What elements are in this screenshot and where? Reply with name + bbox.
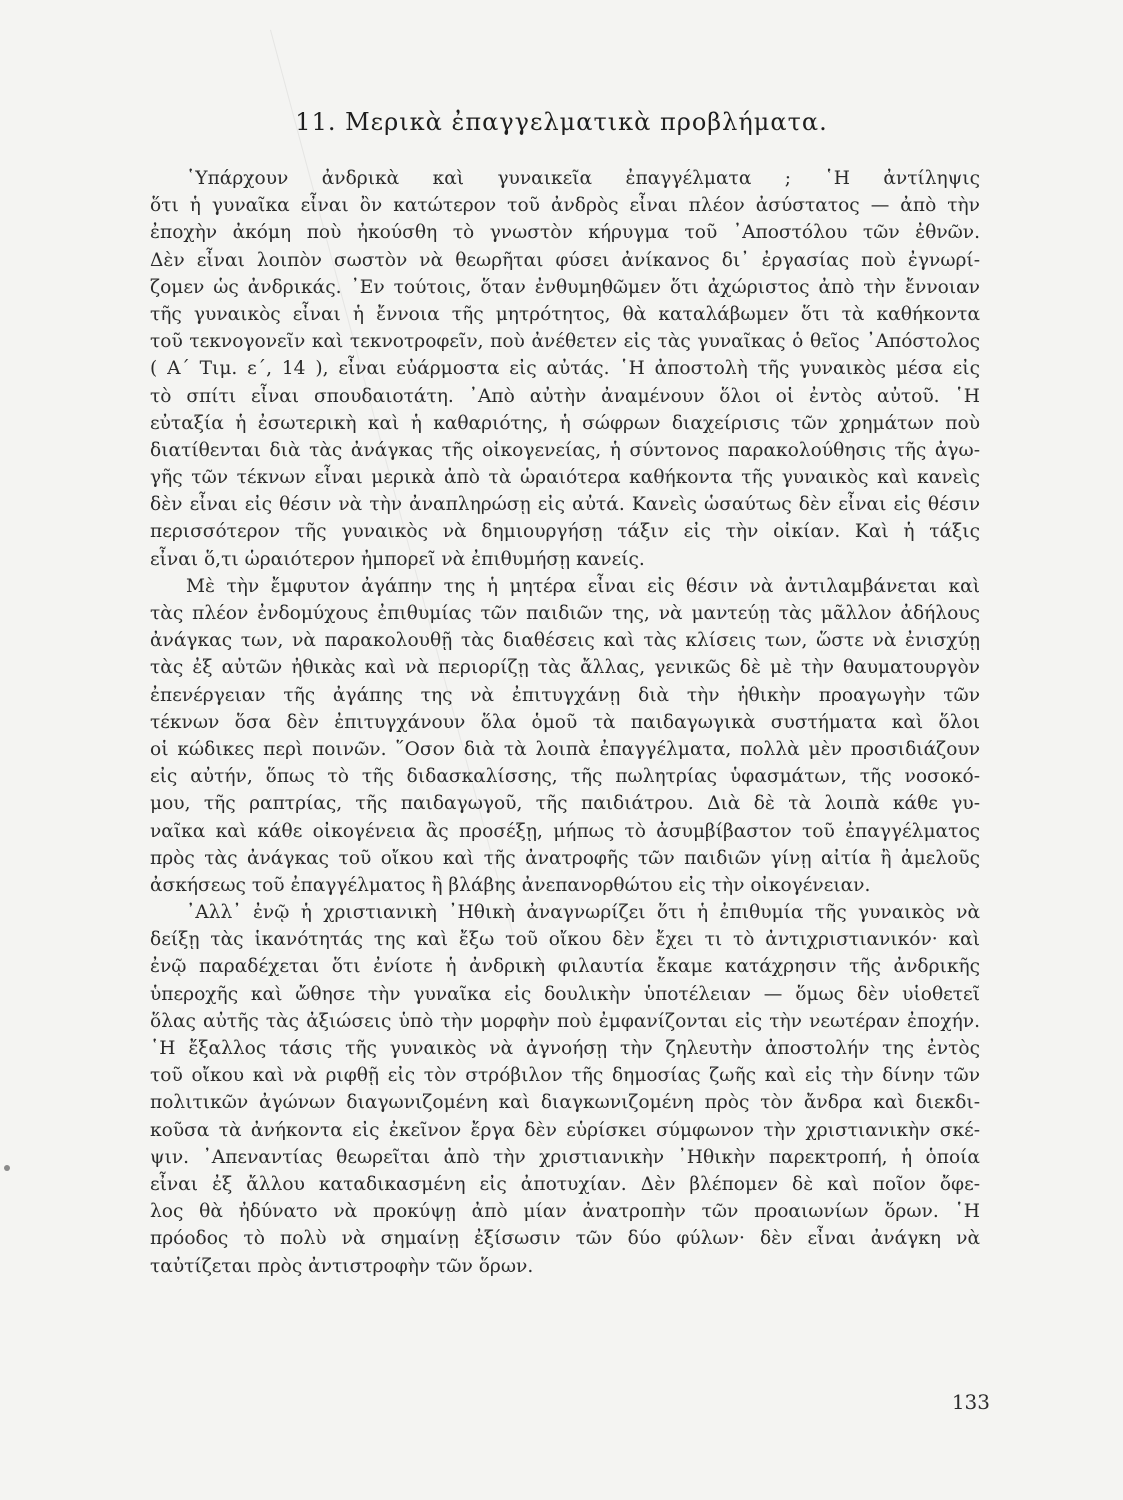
text-line: τοῦ τεκνογονεῖν καὶ τεκνοτροφεῖν, ποὺ ἀνέθετεν εἰς τὰς γυναῖκας ὁ θεῖος ᾿Απόστολος	[150, 331, 980, 353]
text-line: διατίθενται διὰ τὰς ἀνάγκας τῆς οἰκογενείας, ἡ σύντονος παρακολούθησις τῆς ἀγω-	[150, 439, 980, 461]
text-line: Δὲν εἶναι λοιπὸν σωστὸν νὰ θεωρῆται φύσει ἀνίκανος δι᾿ ἐργασίας ποὺ ἐγνωρί-	[150, 249, 980, 271]
text-line: τὸ σπίτι εἶναι σπουδαιοτάτη. ᾿Απὸ αὐτὴν ἀναμένουν ὅλοι οἱ ἐντὸς αὐτοῦ. ῾Η	[150, 385, 980, 407]
text-line: ψιν. ᾿Απεναντίας θεωρεῖται ἀπὸ τὴν χριστιανικὴν ᾿Ηθικὴν παρεκτροπή, ἡ ὁποία	[150, 1146, 980, 1168]
text-line: ῾Η ἔξαλλος τάσις τῆς γυναικὸς νὰ ἀγνοήσῃ τὴν ζηλευτὴν ἀποστολήν της ἐντὸς	[150, 1038, 980, 1059]
text-line: Μὲ τὴν ἔμφυτον ἀγάπην της ἡ μητέρα εἶναι εἰς θέσιν νὰ ἀντιλαμβάνεται καὶ	[186, 575, 980, 597]
text-line: δείξῃ τὰς ἱκανότητάς της καὶ ἔξω τοῦ οἴκου δὲν ἔχει τι τὸ ἀντιχριστιανικόν· καὶ	[150, 929, 980, 951]
text-line: ( Α´ Τιμ. ε´, 14 ), εἶναι εὐάρμοστα εἰς αὐτάς. ῾Η ἀποστολὴ τῆς γυναικὸς μέσα εἰς	[150, 358, 980, 380]
text-line: γῆς τῶν τέκνων εἶναι μερικὰ ἀπὸ τὰ ὡραιότερα καθήκοντα τῆς γυναικὸς καὶ κανεὶς	[150, 467, 980, 489]
text-line: πολιτικῶν ἀγώνων διαγωνιζομένη καὶ διαγκωνιζομένη πρὸς τὸν ἄνδρα καὶ διεκδι-	[150, 1092, 980, 1114]
text-line: ὑπεροχῆς καὶ ὤθησε τὴν γυναῖκα εἰς δουλικὴν ὑποτέλειαν — ὅμως δὲν υἱοθετεῖ	[150, 983, 980, 1005]
text-line: εἶναι ἐξ ἄλλου καταδικασμένη εἰς ἀποτυχίαν. Δὲν βλέπομεν δὲ καὶ ποῖον ὄφε-	[150, 1173, 980, 1195]
text-line: ᾿Αλλ᾿ ἐνῷ ἡ χριστιανικὴ ᾿Ηθικὴ ἀναγνωρίζει ὅτι ἡ ἐπιθυμία τῆς γυναικὸς νὰ	[186, 902, 980, 924]
margin-mark	[4, 1165, 10, 1171]
text-line: ναῖκα καὶ κάθε οἰκογένεια ἂς προσέξῃ, μήπως τὸ ἀσυμβίβαστον τοῦ ἐπαγγέλματος	[150, 820, 980, 842]
text-line: οἱ κώδικες περὶ ποινῶν. ῞Οσον διὰ τὰ λοιπὰ ἐπαγγέλματα, πολλὰ μὲν προσιδιάζουν	[150, 738, 980, 760]
text-line: εἰς αὐτήν, ὅπως τὸ τῆς διδασκαλίσσης, τῆς πωλητρίας ὑφασμάτων, τῆς νοσοκό-	[150, 766, 980, 788]
text-line: ἀσκήσεως τοῦ ἐπαγγέλματος ἢ βλάβης ἀνεπανορθώτου εἰς τὴν οἰκογένειαν.	[150, 874, 871, 896]
section-title: 11. Μερικὰ ἐπαγγελματικὰ προβλήματα.	[295, 108, 828, 136]
text-line: ῾Υπάρχουν ἀνδρικὰ καὶ γυναικεῖα ἐπαγγέλματα ; ῾Η ἀντίληψις	[186, 168, 980, 189]
text-line: εἶναι ὅ,τι ὡραιότερον ἠμπορεῖ νὰ ἐπιθυμήσῃ κανείς.	[150, 548, 645, 570]
text-line: ἐπενέργειαν τῆς ἀγάπης της νὰ ἐπιτυγχάνῃ διὰ τὴν ἠθικὴν προαγωγὴν τῶν	[150, 684, 980, 706]
text-line: τέκνων ὅσα δὲν ἐπιτυγχάνουν ὅλα ὁμοῦ τὰ παιδαγωγικὰ συστήματα καὶ ὅλοι	[150, 711, 980, 733]
text-line: ἀνάγκας των, νὰ παρακολουθῇ τὰς διαθέσεις καὶ τὰς κλίσεις των, ὥστε νὰ ἐνισχύῃ	[150, 630, 980, 652]
text-line: πρὸς τὰς ἀνάγκας τοῦ οἴκου καὶ τῆς ἀνατροφῆς τῶν παιδιῶν γίνῃ αἰτία ἢ ἀμελοῦς	[150, 847, 980, 869]
text-line: τὰς πλέον ἐνδομύχους ἐπιθυμίας τῶν παιδιῶν της, νὰ μαντεύῃ τὰς μᾶλλον ἀδήλους	[150, 603, 980, 624]
text-line: περισσότερον τῆς γυναικὸς νὰ δημιουργήσῃ τάξιν εἰς τὴν οἰκίαν. Καὶ ἡ τάξις	[150, 521, 980, 543]
text-line: πρόοδος τὸ πολὺ νὰ σημαίνῃ ἐξίσωσιν τῶν δύο φύλων· δὲν εἶναι ἀνάγκη νὰ	[150, 1228, 980, 1250]
text-line: ὅλας αὐτῆς τὰς ἀξιώσεις ὑπὸ τὴν μορφὴν ποὺ ἐμφανίζονται εἰς τὴν νεωτέραν ἐποχήν.	[150, 1010, 980, 1032]
text-line: τοῦ οἴκου καὶ νὰ ριφθῇ εἰς τὸν στρόβιλον τῆς δημοσίας ζωῆς καὶ εἰς τὴν δίνην τῶν	[150, 1065, 980, 1087]
body-text	[150, 165, 980, 1280]
text-line: λος θὰ ἠδύνατο νὰ προκύψῃ ἀπὸ μίαν ἀνατροπὴν τῶν προαιωνίων ὅρων. ῾Η	[150, 1201, 980, 1223]
text-line: δὲν εἶναι εἰς θέσιν νὰ τὴν ἀναπληρώσῃ εἰς αὐτά. Κανεὶς ὡσαύτως δὲν εἶναι εἰς θέσιν	[150, 494, 980, 516]
text-line: τὰς ἐξ αὐτῶν ἠθικὰς καὶ νὰ περιορίζῃ τὰς ἄλλας, γενικῶς δὲ μὲ τὴν θαυματουργὸν	[150, 657, 980, 679]
text-line: ταὐτίζεται πρὸς ἀντιστροφὴν τῶν ὅρων.	[150, 1255, 534, 1277]
text-line: ἐποχὴν ἀκόμη ποὺ ἠκούσθη τὸ γνωστὸν κήρυγμα τοῦ ᾿Αποστόλου τῶν ἐθνῶν.	[150, 222, 980, 244]
text-line: τῆς γυναικὸς εἶναι ἡ ἔννοια τῆς μητρότητος, θὰ καταλάβωμεν ὅτι τὰ καθήκοντα	[150, 303, 980, 325]
text-line: ἐνῷ παραδέχεται ὅτι ἐνίοτε ἡ ἀνδρικὴ φιλαυτία ἔκαμε κατάχρησιν τῆς ἀνδρικῆς	[150, 956, 980, 978]
text-line: κοῦσα τὰ ἀνήκοντα εἰς ἐκεῖνον ἔργα δὲν εὑρίσκει σύμφωνον τὴν χριστιανικὴν σκέ-	[150, 1119, 980, 1141]
text-line: εὐταξία ἡ ἐσωτερικὴ καὶ ἡ καθαριότης, ἡ σώφρων διαχείρισις τῶν χρημάτων ποὺ	[150, 412, 980, 434]
text-line: ὅτι ἡ γυναῖκα εἶναι ὂν κατώτερον τοῦ ἀνδρὸς εἶναι πλέον ἀσύστατος — ἀπὸ τὴν	[150, 195, 980, 217]
text-line: ζομεν ὡς ἀνδρικάς. ᾿Εν τούτοις, ὅταν ἐνθυμηθῶμεν ὅτι ἀχώριστος ἀπὸ τὴν ἔννοιαν	[150, 276, 980, 298]
page-number: 133	[951, 1390, 990, 1414]
text-line: μου, τῆς ραπτρίας, τῆς παιδαγωγοῦ, τῆς παιδιάτρου. Διὰ δὲ τὰ λοιπὰ κάθε γυ-	[150, 793, 980, 815]
